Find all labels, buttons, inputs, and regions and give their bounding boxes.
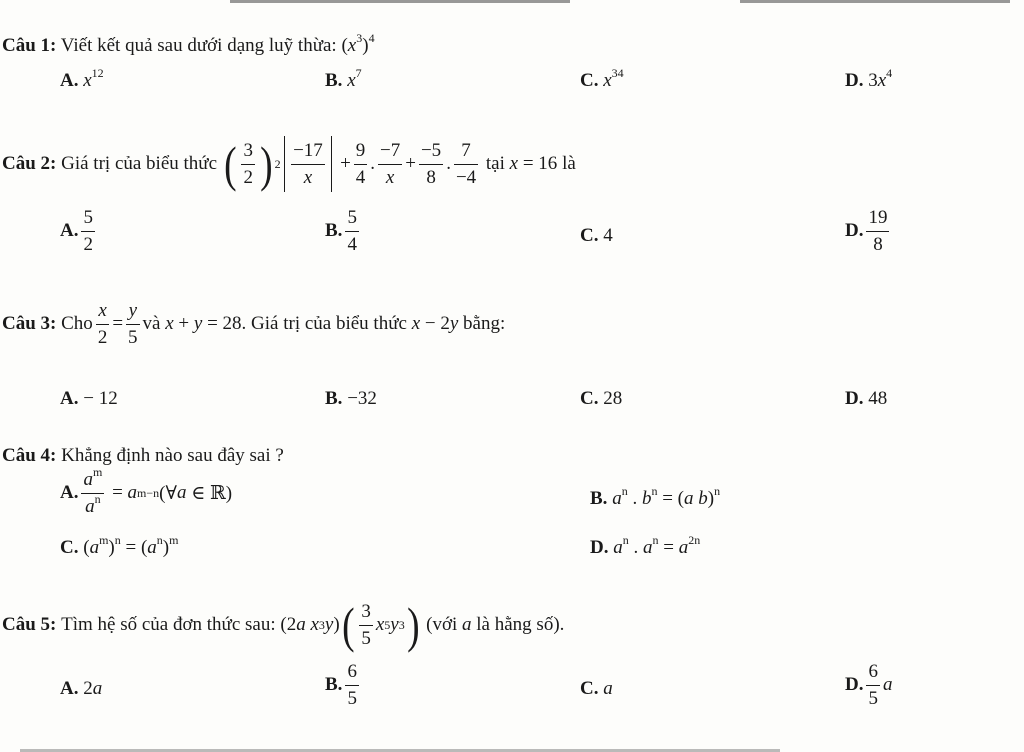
question-3-tail: bằng:: [463, 313, 506, 334]
option-letter: C.: [580, 388, 599, 409]
question-5-expression: (2 a x 3 y ) ( $\frac{3}{5}$ x 5 y 3 ): [280, 597, 420, 653]
q5-option-a[interactable]: A. 2a: [60, 678, 103, 699]
q4-option-c[interactable]: C. $(a^m)^n = (a^n)^m$: [60, 533, 179, 558]
option-letter: A.: [60, 220, 79, 242]
cropped-text-fragment: [740, 0, 1010, 3]
q1-option-d[interactable]: D. $3x^4$: [845, 66, 893, 91]
q3-option-a[interactable]: [60, 388, 118, 410]
q2-option-c[interactable]: [580, 225, 613, 247]
question-5-text: Tìm hệ số của đơn thức sau:: [61, 614, 276, 635]
question-3-label: Câu 3:: [2, 313, 57, 334]
option-value: 4: [603, 225, 613, 246]
q5-option-b[interactable]: B. $\frac{6}{5}$: [325, 661, 357, 709]
q4-option-a[interactable]: A. $\frac{a^m}{a^n}$ = a m−n (∀ a ∈ ℝ): [60, 465, 233, 517]
cropped-text-fragment: [230, 0, 570, 3]
question-4: [2, 446, 284, 465]
question-2-label: Câu 2:: [2, 153, 57, 174]
option-letter: D.: [845, 70, 864, 91]
option-letter: C.: [580, 70, 599, 91]
option-letter: D.: [845, 220, 864, 242]
question-1-text: Viết kết quả sau dưới dạng luỹ thừa:: [60, 35, 337, 56]
question-1-expression: $(x^3)^4$: [341, 31, 375, 56]
question-5-tail: (với: [426, 614, 458, 635]
question-2: Câu 2: Giá trị của biểu thức ( $\frac{3}{2}$ ) 2 $\frac{-17}{x}$ + $\frac{9}{4}$ . $\frac{-7}{x}$ + $\frac{-5}{8}$ . $\frac{7}{-4}$ tại x = 16 là: [2, 136, 576, 192]
q3-option-b[interactable]: [325, 388, 377, 410]
option-value: 48: [868, 388, 888, 409]
q2-option-b[interactable]: B. $\frac{5}{4}$: [325, 207, 357, 255]
q1-option-c[interactable]: C. $x^{34}$: [580, 66, 624, 91]
question-3-expression: $\frac{x}{2}$ = $\frac{y}{5}$: [97, 299, 138, 348]
option-letter: C.: [580, 225, 599, 246]
q4-option-d[interactable]: D. $a^n$ . $a^n = a^{2n}$: [590, 533, 701, 558]
question-4-label: Câu 4:: [2, 445, 57, 466]
question-5: Câu 5: Tìm hệ số của đơn thức sau: (2 a x 3 y ) ( $\frac{3}{5}$ x 5 y 3 ) (với a là hằng số).: [2, 597, 565, 653]
q1-option-a[interactable]: A. $x^{12}$: [60, 66, 104, 91]
q3-option-d[interactable]: [845, 388, 887, 410]
option-letter: A.: [60, 388, 79, 409]
question-3-text: Cho: [61, 313, 93, 334]
option-letter: C.: [60, 537, 79, 558]
question-2-suffix: tại: [485, 153, 505, 174]
question-5-label: Câu 5:: [2, 614, 57, 635]
option-value: 2: [83, 678, 93, 699]
question-3: Câu 3: Cho $\frac{x}{2}$ = $\frac{y}{5}$ và x + y = 28 . Giá trị của biểu thức x − 2 y bằng:: [2, 299, 506, 348]
option-letter: D.: [845, 388, 864, 409]
q2-option-d[interactable]: D. $\frac{19}{8}$: [845, 207, 888, 255]
option-letter: A.: [60, 482, 79, 504]
option-letter: B.: [325, 220, 343, 242]
option-letter: A.: [60, 678, 79, 699]
option-value: − 12: [83, 388, 118, 409]
option-value: −32: [347, 388, 377, 409]
option-letter: A.: [60, 70, 79, 91]
question-1-label: Câu 1:: [2, 35, 57, 56]
q3-option-c[interactable]: [580, 388, 622, 410]
question-2-expression: ( $\frac{3}{2}$ ) 2 $\frac{-17}{x}$ + $\frac{9}{4}$ . $\frac{-7}{x}$ + $\frac{-5}{8}$ . $\frac{7}{-4}$: [223, 136, 477, 192]
option-letter: B.: [590, 488, 608, 509]
q2-option-a[interactable]: A. $\frac{5}{2}$: [60, 207, 93, 255]
question-3-mid2: . Giá trị của biểu thức: [241, 313, 407, 334]
option-value: 28: [603, 388, 623, 409]
option-letter: B.: [325, 388, 343, 409]
q5-option-d[interactable]: D. $\frac{6}{5}$ a: [845, 661, 893, 709]
question-4-text: Khẳng định nào sau đây sai ?: [61, 445, 284, 466]
option-letter: B.: [325, 674, 343, 696]
question-5-tail2: là hằng số).: [476, 614, 565, 635]
option-letter: D.: [845, 674, 864, 696]
question-2-tail: là: [562, 153, 576, 174]
question-3-mid: và: [142, 313, 161, 334]
q4-option-b[interactable]: B. $a^n$ . $b^n = (a$ b)$^n$: [590, 484, 721, 509]
q5-option-c[interactable]: C. a: [580, 678, 613, 699]
question-1: [2, 31, 375, 56]
option-letter: C.: [580, 678, 599, 699]
q1-option-b[interactable]: B. $x^7$: [325, 66, 362, 91]
option-letter: B.: [325, 70, 343, 91]
option-letter: D.: [590, 537, 609, 558]
question-2-text: Giá trị của biểu thức: [61, 153, 218, 174]
